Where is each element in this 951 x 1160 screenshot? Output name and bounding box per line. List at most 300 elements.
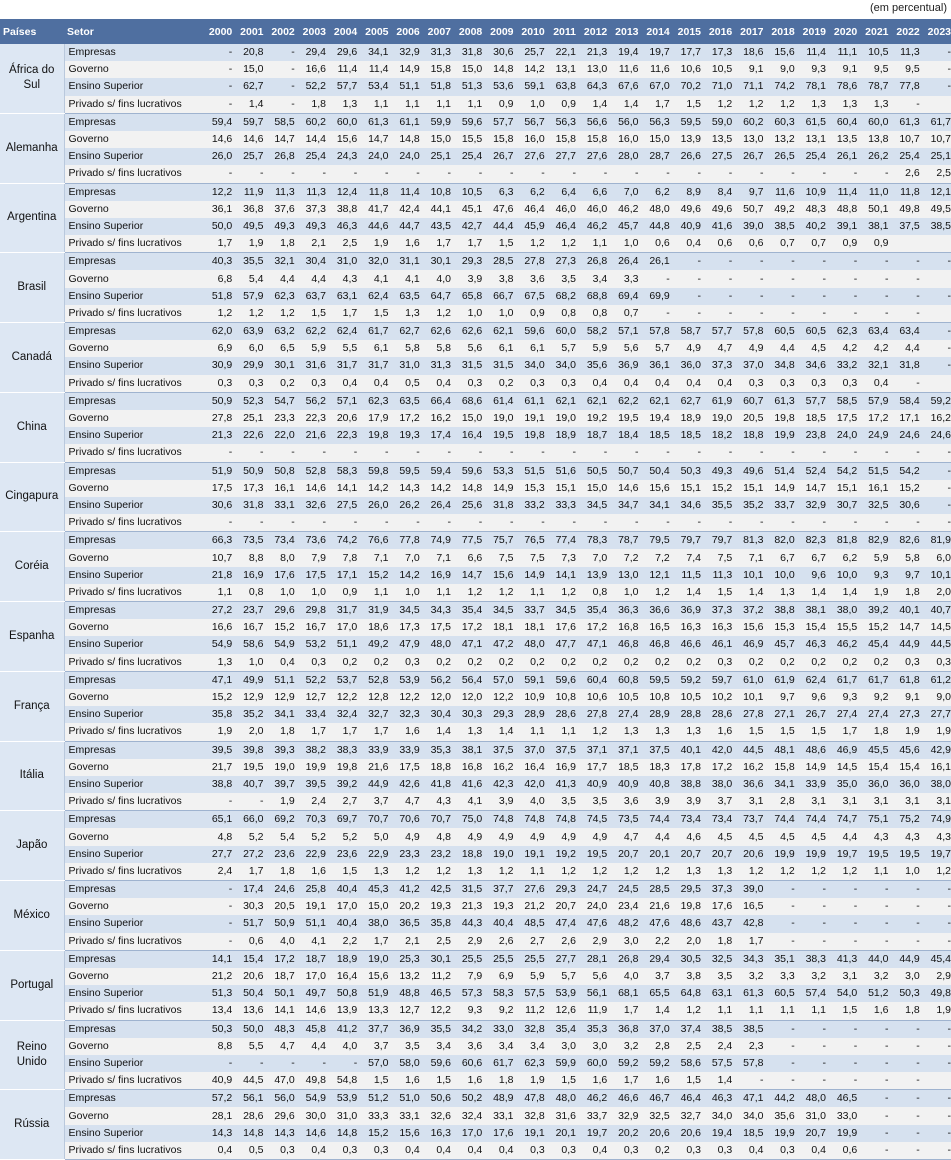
value-cell: 19,5 (610, 410, 641, 427)
value-cell: 36,3 (610, 602, 641, 620)
value-cell: 5,6 (454, 340, 485, 357)
value-cell: 42,4 (392, 201, 423, 218)
value-cell: 2,2 (642, 933, 673, 951)
value-cell: 0,7 (610, 305, 641, 323)
table-row (0, 811, 951, 829)
sector-cell: Governo (64, 619, 204, 636)
value-cell: 42,8 (735, 915, 766, 932)
value-cell: 57,1 (329, 392, 360, 410)
value-cell: 1,1 (767, 1002, 798, 1020)
table-row (0, 357, 951, 374)
value-cell: - (798, 1055, 829, 1072)
value-cell: 61,8 (892, 671, 923, 689)
value-cell: - (860, 1142, 891, 1160)
value-cell: 1,1 (798, 1002, 829, 1020)
value-cell: 45,1 (454, 201, 485, 218)
value-cell: - (767, 1038, 798, 1055)
value-cell: - (860, 1125, 891, 1142)
value-cell: 1,9 (892, 723, 923, 741)
value-cell: - (767, 305, 798, 323)
value-cell: 51,7 (235, 915, 266, 932)
value-cell: 20,6 (329, 410, 360, 427)
value-cell: 15,8 (579, 131, 610, 148)
value-cell: 59,5 (673, 113, 704, 131)
value-cell: 59,1 (517, 78, 548, 95)
value-cell: 29,3 (454, 253, 485, 271)
value-cell: 17,6 (485, 1125, 516, 1142)
value-cell: 0,4 (454, 1142, 485, 1160)
header-year: 2023 (923, 19, 951, 44)
value-cell: 4,0 (517, 793, 548, 811)
value-cell: 27,4 (610, 706, 641, 723)
value-cell: 15,0 (235, 61, 266, 78)
value-cell: 47,7 (548, 636, 579, 653)
value-cell: 16,2 (423, 410, 454, 427)
value-cell: 12,2 (485, 689, 516, 706)
value-cell: 35,3 (423, 741, 454, 759)
value-cell: 5,5 (329, 340, 360, 357)
value-cell: 1,2 (610, 863, 641, 881)
value-cell: 1,3 (360, 863, 391, 881)
value-cell: 33,9 (798, 776, 829, 793)
value-cell: 3,5 (704, 968, 735, 985)
value-cell: 1,0 (267, 584, 298, 602)
value-cell: 61,7 (923, 113, 951, 131)
value-cell: 31,8 (485, 497, 516, 514)
value-cell: 38,1 (454, 741, 485, 759)
sector-cell: Ensino Superior (64, 288, 204, 305)
value-cell: 57,4 (798, 985, 829, 1002)
value-cell: 82,0 (767, 532, 798, 550)
value-cell: 0,3 (673, 1142, 704, 1160)
value-cell: 10,5 (610, 689, 641, 706)
value-cell: 23,6 (329, 846, 360, 863)
value-cell: 71,1 (735, 78, 766, 95)
country-cell: Argentina (0, 183, 64, 253)
value-cell: 0,2 (423, 654, 454, 672)
value-cell: 25,4 (454, 148, 485, 165)
value-cell: 59,5 (392, 462, 423, 480)
value-cell: 52,2 (298, 671, 329, 689)
value-cell: 16,0 (517, 131, 548, 148)
value-cell: - (485, 514, 516, 532)
value-cell: 31,8 (454, 44, 485, 61)
value-cell: - (235, 444, 266, 462)
value-cell: 26,1 (829, 148, 860, 165)
value-cell: 0,7 (767, 235, 798, 253)
value-cell: 13,1 (798, 131, 829, 148)
table-row (0, 863, 951, 881)
value-cell: 38,8 (673, 776, 704, 793)
value-cell: 61,3 (892, 113, 923, 131)
sector-cell: Ensino Superior (64, 776, 204, 793)
value-cell: 12,6 (548, 1002, 579, 1020)
value-cell: 11,1 (829, 44, 860, 61)
value-cell: - (423, 514, 454, 532)
value-cell: 1,4 (735, 584, 766, 602)
value-cell: 12,7 (392, 1002, 423, 1020)
table-row (0, 968, 951, 985)
value-cell: 2,5 (329, 235, 360, 253)
value-cell: 4,1 (454, 793, 485, 811)
value-cell: 19,3 (423, 898, 454, 915)
value-cell: 14,5 (923, 619, 951, 636)
value-cell: 46,0 (579, 201, 610, 218)
value-cell: - (923, 497, 951, 514)
table-row (0, 950, 951, 968)
value-cell: 11,5 (673, 567, 704, 584)
value-cell: - (204, 78, 235, 95)
value-cell: 22,1 (548, 44, 579, 61)
value-cell: - (829, 444, 860, 462)
value-cell: 67,5 (517, 288, 548, 305)
value-cell: - (923, 933, 951, 951)
table-row (0, 1002, 951, 1020)
value-cell: 37,4 (673, 1020, 704, 1038)
value-cell: 57,8 (642, 323, 673, 341)
value-cell: - (892, 1090, 923, 1108)
value-cell: 17,9 (360, 410, 391, 427)
value-cell: 2,9 (579, 933, 610, 951)
value-cell: 18,7 (267, 968, 298, 985)
value-cell: 1,0 (517, 96, 548, 114)
value-cell: - (329, 444, 360, 462)
sector-cell: Ensino Superior (64, 427, 204, 444)
value-cell: 15,0 (360, 898, 391, 915)
value-cell: 74,2 (767, 78, 798, 95)
value-cell: 1,2 (767, 96, 798, 114)
value-cell: 5,9 (298, 340, 329, 357)
value-cell: 52,8 (360, 671, 391, 689)
value-cell: 63,4 (892, 323, 923, 341)
value-cell: 4,1 (360, 270, 391, 287)
value-cell: 0,6 (235, 933, 266, 951)
value-cell: 31,5 (485, 357, 516, 374)
value-cell: 40,1 (673, 741, 704, 759)
value-cell: 74,5 (579, 811, 610, 829)
sector-cell: Governo (64, 968, 204, 985)
value-cell: 4,7 (392, 793, 423, 811)
value-cell: - (923, 898, 951, 915)
value-cell: 14,6 (204, 131, 235, 148)
value-cell: 18,8 (423, 759, 454, 776)
value-cell: 10,5 (860, 44, 891, 61)
value-cell: 5,9 (517, 968, 548, 985)
value-cell: - (767, 881, 798, 899)
value-cell: 1,1 (860, 863, 891, 881)
value-cell: - (923, 340, 951, 357)
value-cell: 36,9 (673, 602, 704, 620)
value-cell: 19,8 (673, 898, 704, 915)
value-cell: 49,3 (298, 218, 329, 235)
value-cell: 3,1 (735, 793, 766, 811)
value-cell: 1,8 (267, 723, 298, 741)
value-cell: 10,5 (673, 689, 704, 706)
value-cell: 33,0 (829, 1107, 860, 1124)
value-cell: 64,8 (673, 985, 704, 1002)
value-cell: 25,8 (298, 881, 329, 899)
value-cell: 31,9 (360, 602, 391, 620)
value-cell: 1,1 (423, 96, 454, 114)
value-cell: 7,0 (579, 549, 610, 566)
value-cell: 1,2 (517, 235, 548, 253)
value-cell: 20,2 (392, 898, 423, 915)
value-cell: 10,6 (579, 689, 610, 706)
value-cell: 0,7 (798, 235, 829, 253)
value-cell: 0,2 (485, 654, 516, 672)
value-cell: 1,3 (329, 96, 360, 114)
value-cell: 59,6 (454, 462, 485, 480)
table-row (0, 1038, 951, 1055)
value-cell: 30,6 (485, 44, 516, 61)
country-cell: China (0, 392, 64, 462)
value-cell: 1,1 (735, 1002, 766, 1020)
value-cell: 19,0 (704, 410, 735, 427)
value-cell: 40,9 (610, 776, 641, 793)
value-cell: 1,3 (673, 723, 704, 741)
value-cell: 82,6 (892, 532, 923, 550)
value-cell: 17,0 (454, 1125, 485, 1142)
value-cell: 4,9 (392, 828, 423, 845)
value-cell: 1,2 (579, 723, 610, 741)
value-cell: 1,1 (704, 1002, 735, 1020)
value-cell: 13,3 (360, 1002, 391, 1020)
value-cell: 37,5 (548, 741, 579, 759)
table-row (0, 480, 951, 497)
value-cell: 17,2 (579, 619, 610, 636)
value-cell: 15,4 (892, 759, 923, 776)
value-cell: 0,8 (579, 584, 610, 602)
value-cell: 19,0 (485, 846, 516, 863)
value-cell: 8,8 (204, 1038, 235, 1055)
value-cell: 75,2 (892, 811, 923, 829)
value-cell: 15,3 (767, 619, 798, 636)
sector-cell: Empresas (64, 602, 204, 620)
value-cell: 59,6 (423, 1055, 454, 1072)
value-cell: 17,5 (829, 410, 860, 427)
value-cell: 1,0 (392, 584, 423, 602)
value-cell: 37,7 (485, 881, 516, 899)
sector-cell: Ensino Superior (64, 985, 204, 1002)
sector-cell: Privado s/ fins lucrativos (64, 654, 204, 672)
header-year: 2000 (204, 19, 235, 44)
sector-cell: Ensino Superior (64, 218, 204, 235)
value-cell-empty (923, 1072, 951, 1090)
value-cell: 4,9 (579, 828, 610, 845)
value-cell: 23,3 (392, 846, 423, 863)
value-cell: 34,1 (360, 44, 391, 61)
value-cell: 4,1 (298, 933, 329, 951)
value-cell: 58,5 (267, 113, 298, 131)
value-cell: 57,7 (798, 392, 829, 410)
value-cell: 2,8 (767, 793, 798, 811)
value-cell: 63,2 (267, 323, 298, 341)
value-cell: 46,2 (579, 218, 610, 235)
value-cell: 49,3 (267, 218, 298, 235)
value-cell: 38,1 (860, 218, 891, 235)
value-cell: 38,8 (329, 201, 360, 218)
value-cell: - (704, 270, 735, 287)
value-cell: 30,1 (267, 357, 298, 374)
value-cell: 54,7 (267, 392, 298, 410)
value-cell: 1,6 (860, 1002, 891, 1020)
value-cell: 1,7 (642, 96, 673, 114)
value-cell: 16,1 (923, 759, 951, 776)
table-row (0, 96, 951, 114)
table-row (0, 462, 951, 480)
value-cell: 19,4 (610, 44, 641, 61)
value-cell: 59,6 (517, 323, 548, 341)
header-year: 2016 (704, 19, 735, 44)
value-cell: 62,7 (392, 323, 423, 341)
value-cell: - (548, 444, 579, 462)
value-cell: - (642, 444, 673, 462)
value-cell: - (579, 165, 610, 183)
value-cell: - (673, 514, 704, 532)
value-cell: 34,7 (610, 497, 641, 514)
value-cell: 13,9 (673, 131, 704, 148)
value-cell: 7,1 (360, 549, 391, 566)
value-cell: 1,8 (267, 235, 298, 253)
value-cell: - (798, 514, 829, 532)
value-cell: 24,5 (610, 881, 641, 899)
value-cell: - (454, 165, 485, 183)
value-cell: 4,0 (610, 968, 641, 985)
value-cell: 47,0 (267, 1072, 298, 1090)
value-cell: 47,1 (454, 636, 485, 653)
value-cell: - (704, 288, 735, 305)
unit-note: (em percentual) (869, 2, 947, 14)
value-cell: 16,4 (329, 968, 360, 985)
value-cell: 13,2 (767, 131, 798, 148)
value-cell: 0,8 (548, 305, 579, 323)
value-cell: 36,8 (235, 201, 266, 218)
value-cell: 57,8 (735, 323, 766, 341)
value-cell: 41,3 (829, 950, 860, 968)
value-cell: 7,8 (329, 549, 360, 566)
value-cell: 25,7 (235, 148, 266, 165)
value-cell: 0,4 (298, 1142, 329, 1160)
value-cell: 33,1 (267, 497, 298, 514)
value-cell: 4,4 (267, 270, 298, 287)
value-cell: 7,9 (454, 968, 485, 985)
value-cell: 42,6 (392, 776, 423, 793)
header-year: 2001 (235, 19, 266, 44)
value-cell: - (829, 270, 860, 287)
value-cell: 67,0 (642, 78, 673, 95)
value-cell: 12,1 (923, 183, 951, 201)
value-cell: 3,8 (485, 270, 516, 287)
value-cell: 62,2 (610, 392, 641, 410)
value-cell: 48,0 (548, 1090, 579, 1108)
value-cell: 8,8 (235, 549, 266, 566)
value-cell: 17,6 (704, 898, 735, 915)
value-cell: 3,4 (579, 270, 610, 287)
value-cell: 7,5 (704, 549, 735, 566)
value-cell: - (298, 1055, 329, 1072)
value-cell: 0,5 (392, 375, 423, 393)
value-cell: 21,8 (204, 567, 235, 584)
value-cell: 0,2 (517, 654, 548, 672)
sector-cell: Ensino Superior (64, 846, 204, 863)
value-cell: 14,9 (485, 480, 516, 497)
value-cell: 27,5 (704, 148, 735, 165)
value-cell: 59,9 (423, 113, 454, 131)
value-cell: 1,5 (485, 235, 516, 253)
value-cell: 6,7 (798, 549, 829, 566)
value-cell: 0,3 (767, 375, 798, 393)
value-cell: 62,4 (360, 288, 391, 305)
value-cell: 60,6 (454, 1055, 485, 1072)
value-cell: 59,4 (204, 113, 235, 131)
header-year: 2005 (360, 19, 391, 44)
value-cell: 36,0 (892, 776, 923, 793)
table-row (0, 776, 951, 793)
value-cell: 31,5 (454, 881, 485, 899)
value-cell: - (860, 933, 891, 951)
value-cell: 34,3 (735, 950, 766, 968)
value-cell: 43,7 (704, 915, 735, 932)
value-cell: 27,4 (829, 706, 860, 723)
value-cell: 54,9 (298, 1090, 329, 1108)
value-cell: 18,4 (610, 427, 641, 444)
value-cell: 73,4 (267, 532, 298, 550)
sector-cell: Empresas (64, 323, 204, 341)
sector-cell: Empresas (64, 881, 204, 899)
value-cell: 13,6 (235, 1002, 266, 1020)
value-cell: 50,9 (204, 392, 235, 410)
value-cell: - (829, 933, 860, 951)
value-cell: 3,7 (642, 968, 673, 985)
value-cell: 37,5 (485, 741, 516, 759)
value-cell: 17,7 (673, 44, 704, 61)
value-cell: 48,8 (392, 985, 423, 1002)
value-cell: 9,1 (829, 61, 860, 78)
value-cell: 50,0 (204, 218, 235, 235)
value-cell: 14,6 (298, 1125, 329, 1142)
value-cell: 22,3 (329, 427, 360, 444)
value-cell: 33,7 (579, 1107, 610, 1124)
value-cell: 14,5 (829, 759, 860, 776)
sector-cell: Ensino Superior (64, 706, 204, 723)
value-cell: 30,3 (454, 706, 485, 723)
value-cell: 51,3 (454, 78, 485, 95)
sector-cell: Ensino Superior (64, 357, 204, 374)
value-cell: 51,0 (392, 1090, 423, 1108)
value-cell: 62,1 (485, 323, 516, 341)
value-cell: 69,7 (329, 811, 360, 829)
value-cell: 46,8 (610, 636, 641, 653)
value-cell: 36,0 (673, 357, 704, 374)
value-cell: 10,1 (923, 567, 951, 584)
value-cell: 60,8 (610, 671, 641, 689)
table-row (0, 1142, 951, 1160)
value-cell: 32,0 (360, 253, 391, 271)
value-cell: 32,1 (267, 253, 298, 271)
value-cell: 1,2 (204, 305, 235, 323)
value-cell: 11,9 (235, 183, 266, 201)
header-year: 2010 (517, 19, 548, 44)
value-cell: 45,5 (860, 741, 891, 759)
value-cell: 0,3 (517, 1142, 548, 1160)
value-cell: - (767, 898, 798, 915)
value-cell: 0,3 (548, 1142, 579, 1160)
value-cell: - (673, 165, 704, 183)
table-row (0, 392, 951, 410)
table-row (0, 706, 951, 723)
value-cell: 51,5 (860, 462, 891, 480)
value-cell: - (267, 514, 298, 532)
